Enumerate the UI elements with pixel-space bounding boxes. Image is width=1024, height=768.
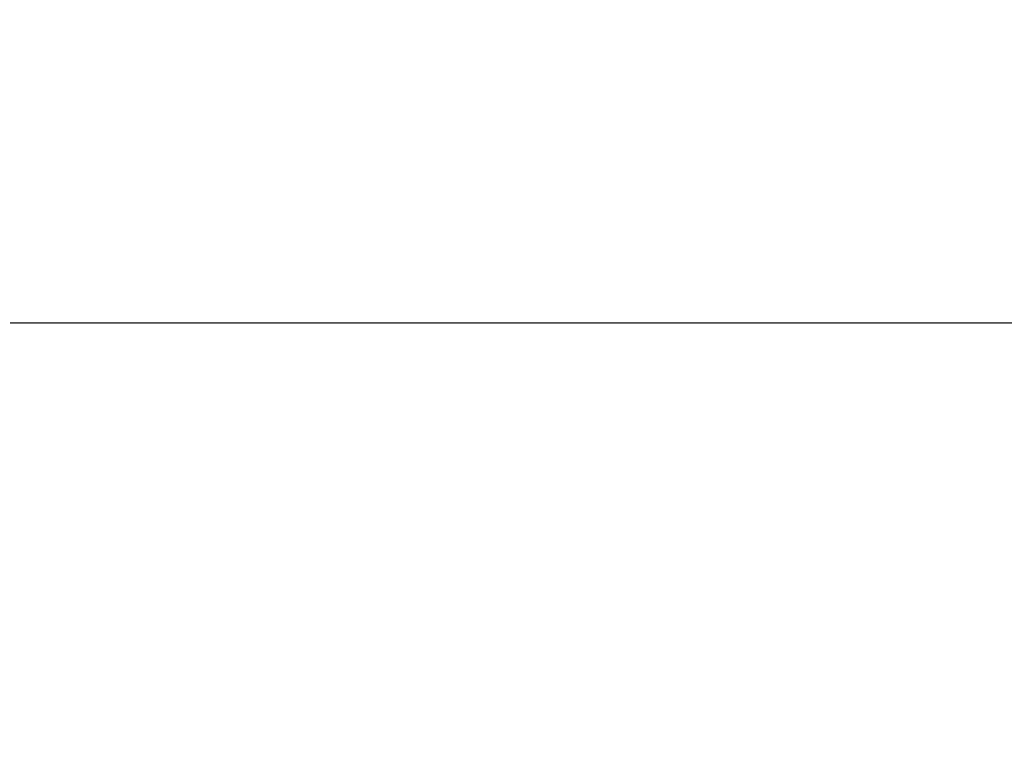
header-rule (10, 323, 1012, 324)
spec-section (10, 288, 1012, 324)
table-title (10, 288, 1012, 322)
